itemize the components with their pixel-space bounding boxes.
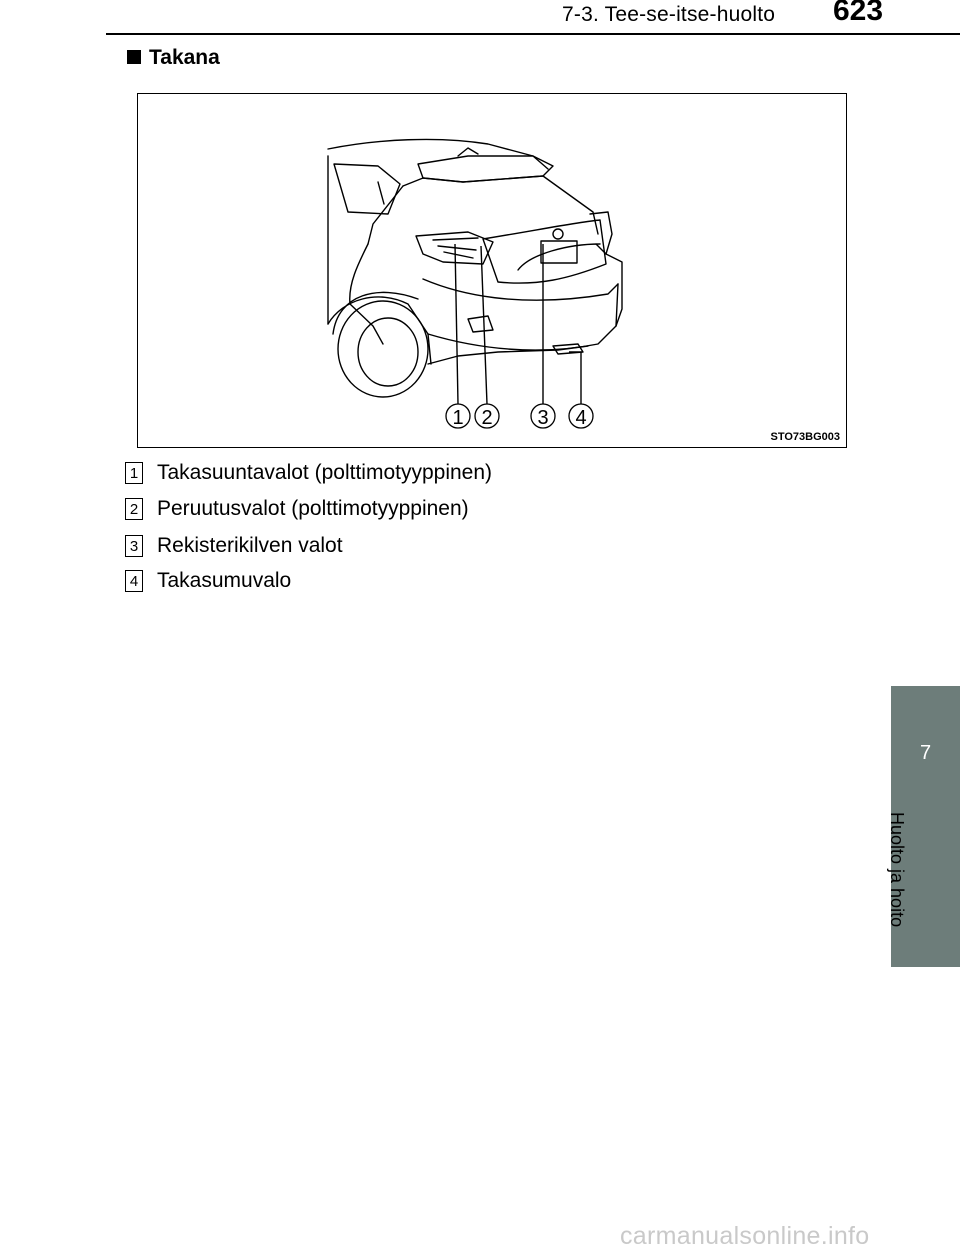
callout-markers — [446, 404, 593, 429]
callout-label: 2 — [481, 407, 493, 429]
callout-label: 3 — [537, 407, 549, 429]
square-bullet-icon — [127, 50, 141, 64]
callout-label: 1 — [452, 407, 464, 429]
legend-number: 1 — [125, 462, 143, 484]
callout-label: 4 — [575, 407, 587, 429]
page-number: 623 — [833, 0, 884, 27]
chapter-title-container — [887, 812, 923, 952]
section-heading-text: Takana — [149, 46, 220, 69]
chapter-number: 7 — [919, 742, 932, 764]
car-rear-illustration — [138, 94, 845, 446]
legend-number: 2 — [125, 498, 143, 520]
legend-number: 4 — [125, 570, 143, 592]
figure-code: STO73BG003 — [770, 431, 840, 443]
legend-text: Rekisterikilven valot — [157, 534, 343, 557]
legend-text: Takasumuvalo — [157, 569, 292, 592]
legend-number: 3 — [125, 535, 143, 557]
header-section-title: 7-3. Tee-se-itse-huolto — [562, 3, 776, 26]
chapter-title: Huolto ja hoito — [887, 812, 907, 928]
legend-text: Takasuuntavalot (polttimotyyppinen) — [157, 461, 493, 484]
section-heading — [127, 46, 220, 70]
rear-lights-figure — [137, 93, 847, 448]
legend-text: Peruutusvalot (polttimotyyppinen) — [157, 497, 469, 520]
header-divider — [106, 33, 960, 35]
watermark: carmanualsonline.info — [620, 1222, 870, 1250]
